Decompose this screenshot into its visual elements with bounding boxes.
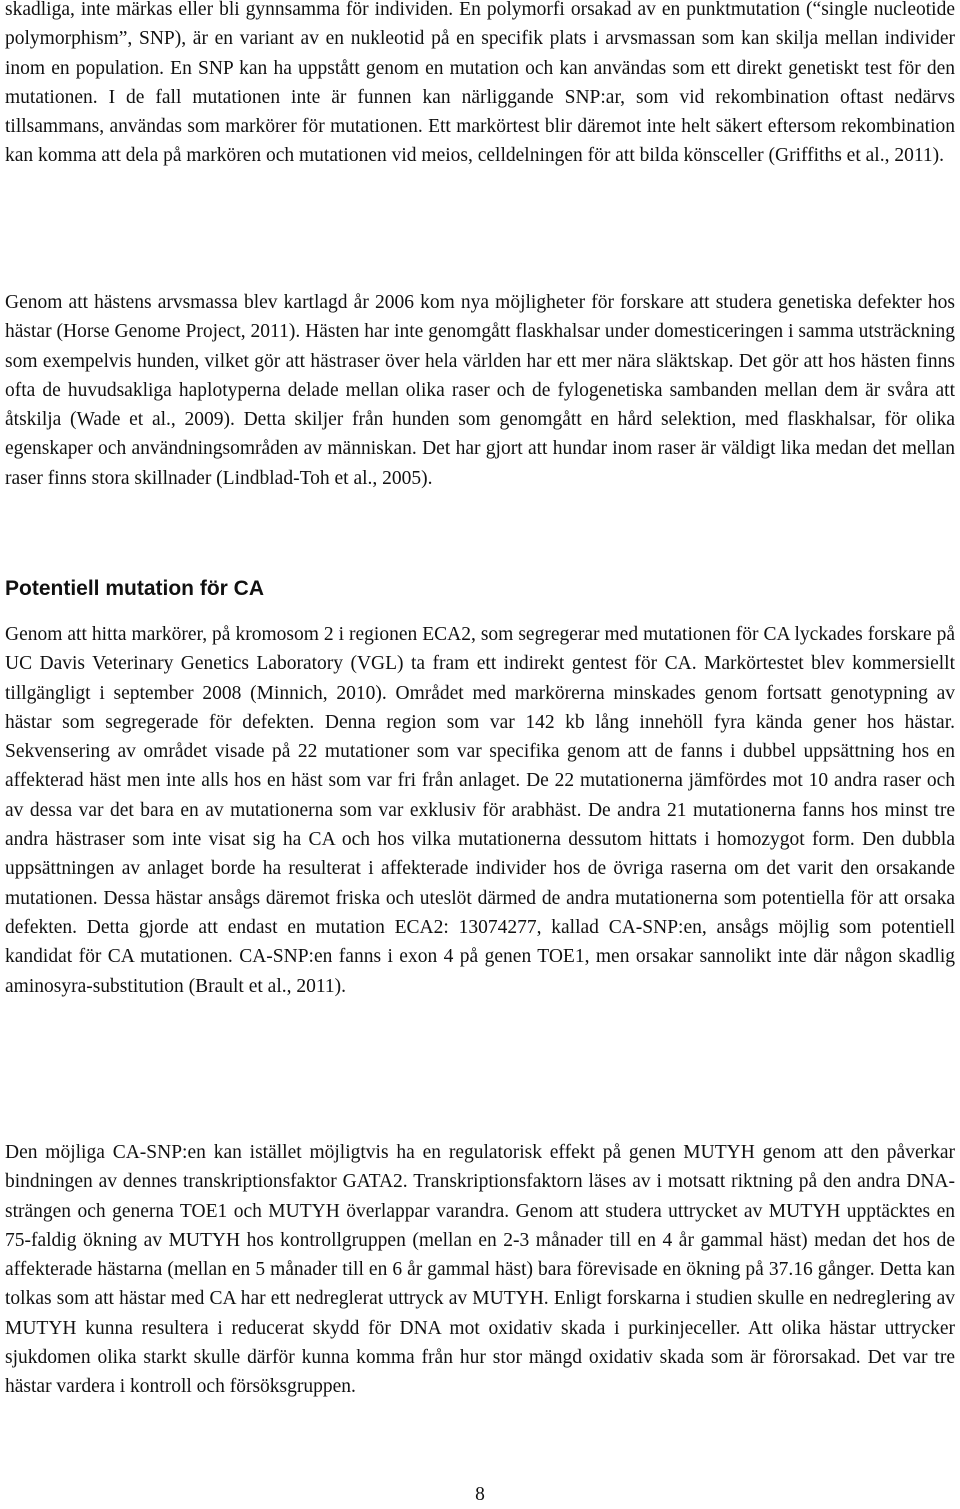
page-number: 8 bbox=[475, 1484, 485, 1505]
section-heading: Potentiell mutation för CA bbox=[5, 577, 264, 600]
paragraph-mutyh-regulation: Den möjliga CA-SNP:en kan istället möjligtvis ha en regulatorisk effekt på genen MUTYH genom att den påverkar bindningen av dennes transkriptionsfaktor GATA2. Transkriptionsfaktorn läses av i motsatt riktning på den andra DNA-strängen och generna TOE1 och MUTYH överlappar varandra. Genom att studera uttrycket av MUTYH upptäcktes en 75-faldig ökning av MUTYH hos kontrollgruppen (mellan en 2-3 månader till en 4 år gammal häst) medan det hos de affekterade hästarna (mellan en 5 månader till en 6 år gammal häst) bara förevisade en ökning på 37.16 gånger. Detta kan tolkas som att hästar med CA har ett nedreglerat uttryck av MUTYH. Enligt forskarna i studien skulle en nedreglering av MUTYH kunna resultera i reducerat skydd för DNA mot oxidativ skada i purkinjeceller. Att olika hästar uttrycker sjukdomen olika starkt skulle därför kunna komma från hur stor mängd oxidativ skada som är förorsakad. Det var tre hästar vardera i kontroll och försöksgruppen. bbox=[5, 1142, 955, 1398]
paragraph-snp-intro: skadliga, inte märkas eller bli gynnsamma för individen. En polymorfi orsakad av en punktmutation (“single nucleotide polymorphism”, SNP), är en variant av en nukleotid på en specifik plats i arvsmassan som kan skilja mellan individer inom en population. En SNP kan ha uppstått genom en mutation och kan användas som ett direkt genetiskt test för den mutationen. I de fall mutationen inte är funnen kan närliggande SNP:ar, som vid rekombination oftast nedärvs tillsammans, användas som markörer för mutationen. Ett markörtest blir däremot inte helt säkert eftersom rekombination kan komma att dela på markören och mutationen vid meios, celldelningen för att bilda könsceller (Griffiths et al., 2011). bbox=[5, 0, 955, 167]
paragraph-horse-genome: Genom att hästens arvsmassa blev kartlagd år 2006 kom nya möjligheter för forskare att studera genetiska defekter hos hästar (Horse Genome Project, 2011). Hästen har inte genomgått flaskhalsar under domesticeringen i samma utsträckning som exempelvis hunden, vilket gör att hästraser över hela världen har ett mer nära släktskap. Det gör att hos hästen finns ofta de huvudsakliga haplotyperna delade mellan olika raser och de fylogenetiska sambanden mellan dem är svåra att åtskilja (Wade et al., 2009). Detta skiljer från hunden som genomgått en hård selektion, med flaskhalsar, för olika egenskaper och användningsområden av människan. Det har gjort att hundar inom raser är väldigt lika medan det mellan raser finns stora skillnader (Lindblad-Toh et al., 2005). bbox=[5, 292, 955, 489]
paragraph-ca-markers: Genom att hitta markörer, på kromosom 2 i regionen ECA2, som segregerar med mutationen för CA lyckades forskare på UC Davis Veterinary Genetics Laboratory (VGL) ta fram ett indirekt gentest för CA. Markörtestet blev kommersiellt tillgängligt i september 2008 (Minnich, 2010). Området med markörerna minskades genom fortsatt genotypning av hästar som segregerade för defekten. Denna region som var 142 kb lång innehöll fyra kända gener hos hästar. Sekvensering av området visade på 22 mutationer som var specifika genom att de fanns i dubbel uppsättning hos en affekterad häst men inte alls hos en häst som var fri från anlaget. De 22 mutationerna jämfördes mot 10 andra raser och av dessa var det bara en av mutationerna som var exklusiv för arabhäst. De andra 21 mutationerna fanns hos minst tre andra hästraser som inte visat sig ha CA och hos vilka mutationerna dessutom hittats i homozygot form. Den dubbla uppsättningen av anlaget borde ha resulterat i affekterade individer hos de övriga raserna om det varit den orsakande mutationen. Dessa hästar ansågs däremot friska och uteslöt därmed de andra mutationerna som potentiella för att orsaka defekten. Detta gjorde att endast en mutation ECA2: 13074277, kallad CA-SNP:en, ansågs möjlig som potentiell kandidat för CA mutationen. CA-SNP:en fanns i exon 4 på genen TOE1, men orsakar sannolikt inte där någon skadlig aminosyra-substitution (Brault et al., 2011). bbox=[5, 624, 955, 997]
